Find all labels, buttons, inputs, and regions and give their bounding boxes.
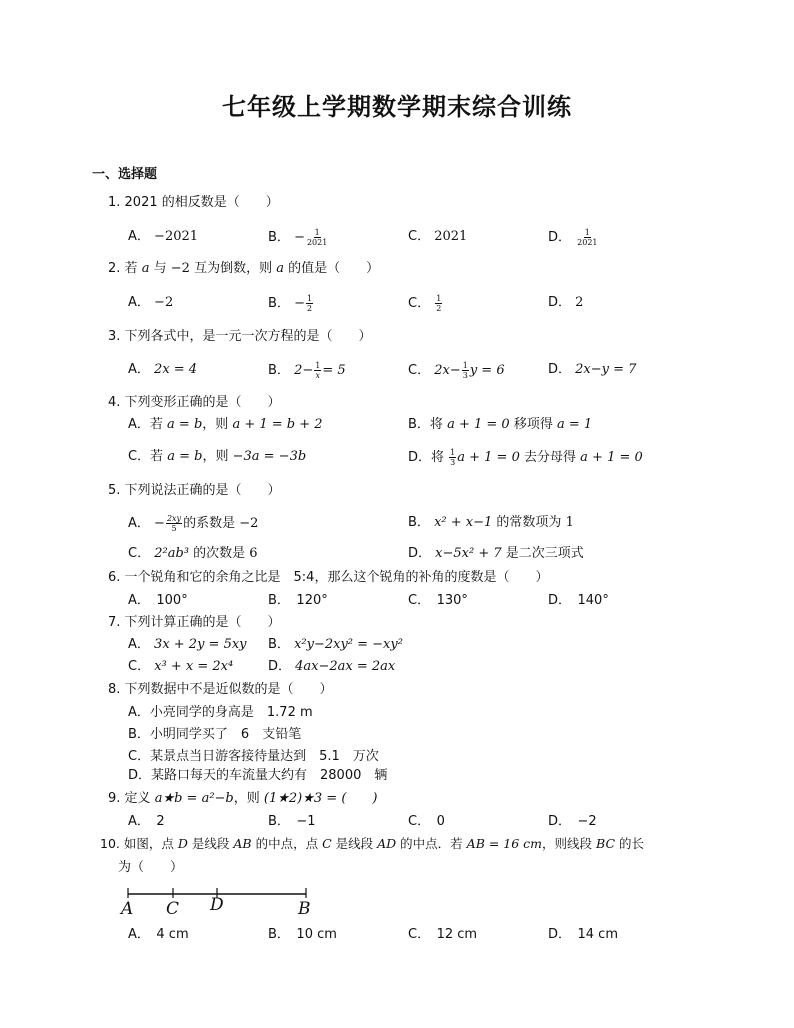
q6-option-a: A． 100°	[128, 593, 188, 608]
q6-option-c: C． 130°	[408, 593, 468, 608]
question-4-stem: 4. 下列变形正确的是（ ）	[108, 395, 281, 410]
q7-option-b: B． x²y−2xy² = −xy²	[268, 637, 403, 652]
q1-option-b: B． − $\frac{1}{2021}$	[268, 228, 328, 247]
q7-option-d: D． 4ax−2ax = 2ax	[268, 659, 396, 674]
q2-option-a: A． −2	[128, 295, 174, 310]
page-title: 七年级上学期数学期末综合训练	[222, 93, 572, 121]
option-label: D．	[548, 230, 572, 245]
q4-option-a: A．若 a = b，则 a + 1 = b + 2	[128, 417, 323, 432]
q1-option-c	[408, 228, 467, 246]
option-value: −2021	[154, 229, 199, 244]
question-3-stem: 3. 下列各式中，是一元一次方程的是（ ）	[108, 329, 372, 344]
q1-option-a	[128, 228, 198, 246]
option-label: C．	[408, 229, 431, 244]
point-label-d: D	[210, 895, 224, 915]
q2-option-b: B． − $\frac{1}{2}$	[268, 294, 313, 313]
fraction: $\frac{1}{2021}$	[306, 228, 328, 247]
section-heading: 一、选择题	[92, 167, 158, 182]
q4-option-b: B．将 a + 1 = 0 移项得 a = 1	[408, 417, 593, 432]
q10-option-a: A． 4 cm	[128, 927, 189, 942]
segment-figure	[118, 884, 318, 920]
q8-option-a: A．小亮同学的身高是 1.72 m	[128, 705, 313, 720]
q7-option-a: A． 3x + 2y = 5xy	[128, 637, 247, 652]
question-7-stem: 7. 下列计算正确的是（ ）	[108, 615, 281, 630]
q4-option-d: D．将 $\frac{1}{3}$ a + 1 = 0 去分母得 a + 1 = 0	[408, 448, 643, 467]
q3-option-a: A． 2x = 4	[128, 362, 198, 377]
q9-option-b: B． −1	[268, 814, 316, 829]
q6-option-b: B． 120°	[268, 593, 328, 608]
q5-option-b: B． x² + x−1 的常数项为 1	[408, 515, 574, 530]
q7-option-c: C． x³ + x = 2x⁴	[128, 659, 234, 674]
q5-option-d: D． x−5x² + 7 是二次三项式	[408, 546, 584, 561]
q8-option-d: D．某路口每天的车流量大约有 28000 辆	[128, 768, 388, 783]
q8-option-b: B．小明同学买了 6 支铅笔	[128, 727, 302, 742]
q3-option-d: D． 2x−y = 7	[548, 362, 637, 377]
question-2-stem: 2. 若 a 与 −2 互为倒数，则 a 的值是（ ）	[108, 261, 380, 276]
q5-option-a: A． − $\frac{2xy}{5}$ 的系数是 −2	[128, 514, 259, 533]
fraction: $\frac{1}{2021}$	[577, 228, 598, 247]
question-10-stem: 10. 如图，点 D 是线段 AB 的中点，点 C 是线段 AD 的中点．若 AB = 16 cm，则线段 BC 的长	[100, 836, 645, 851]
q5-option-c: C． 2²ab³ 的次数是 6	[128, 546, 258, 561]
question-5-stem: 5. 下列说法正确的是（ ）	[108, 483, 281, 498]
question-9-stem: 9. 定义 a★b = a²−b，则 (1★2)★3 = ( )	[108, 791, 378, 806]
q9-option-a: A． 2	[128, 814, 165, 829]
question-1-stem: 1. 2021 的相反数是（ ）	[108, 195, 279, 210]
q8-option-c: C．某景点当日游客接待量达到 5.1 万次	[128, 749, 379, 764]
point-label-b: B	[298, 899, 311, 919]
option-value: 2021	[434, 229, 468, 244]
q10-option-c: C． 12 cm	[408, 927, 478, 942]
q10-option-b: B． 10 cm	[268, 927, 337, 942]
q10-option-d: D． 14 cm	[548, 927, 618, 942]
option-label: B．	[268, 230, 290, 245]
point-label-a: A	[121, 899, 134, 919]
q1-option-d	[548, 228, 600, 247]
option-label: A．	[128, 229, 150, 244]
q2-option-d: D． 2	[548, 295, 584, 310]
question-8-stem: 8. 下列数据中不是近似数的是（ ）	[108, 682, 333, 697]
q6-option-d: D． 140°	[548, 593, 609, 608]
q3-option-b: B． 2− $\frac{1}{x}$ = 5	[268, 361, 346, 380]
q9-option-c: C． 0	[408, 814, 445, 829]
q2-option-c: C． $\frac{1}{2}$	[408, 294, 442, 313]
question-6-stem: 6. 一个锐角和它的余角之比是 5:4，那么这个锐角的补角的度数是（ ）	[108, 570, 549, 585]
q4-option-c: C．若 a = b，则 −3a = −3b	[128, 449, 307, 464]
q3-option-c: C． 2x− $\frac{1}{3}$ y = 6	[408, 361, 505, 380]
q9-option-d: D． −2	[548, 814, 597, 829]
question-10-stem-cont: 为（ ）	[118, 860, 184, 875]
point-label-c: C	[166, 899, 180, 919]
